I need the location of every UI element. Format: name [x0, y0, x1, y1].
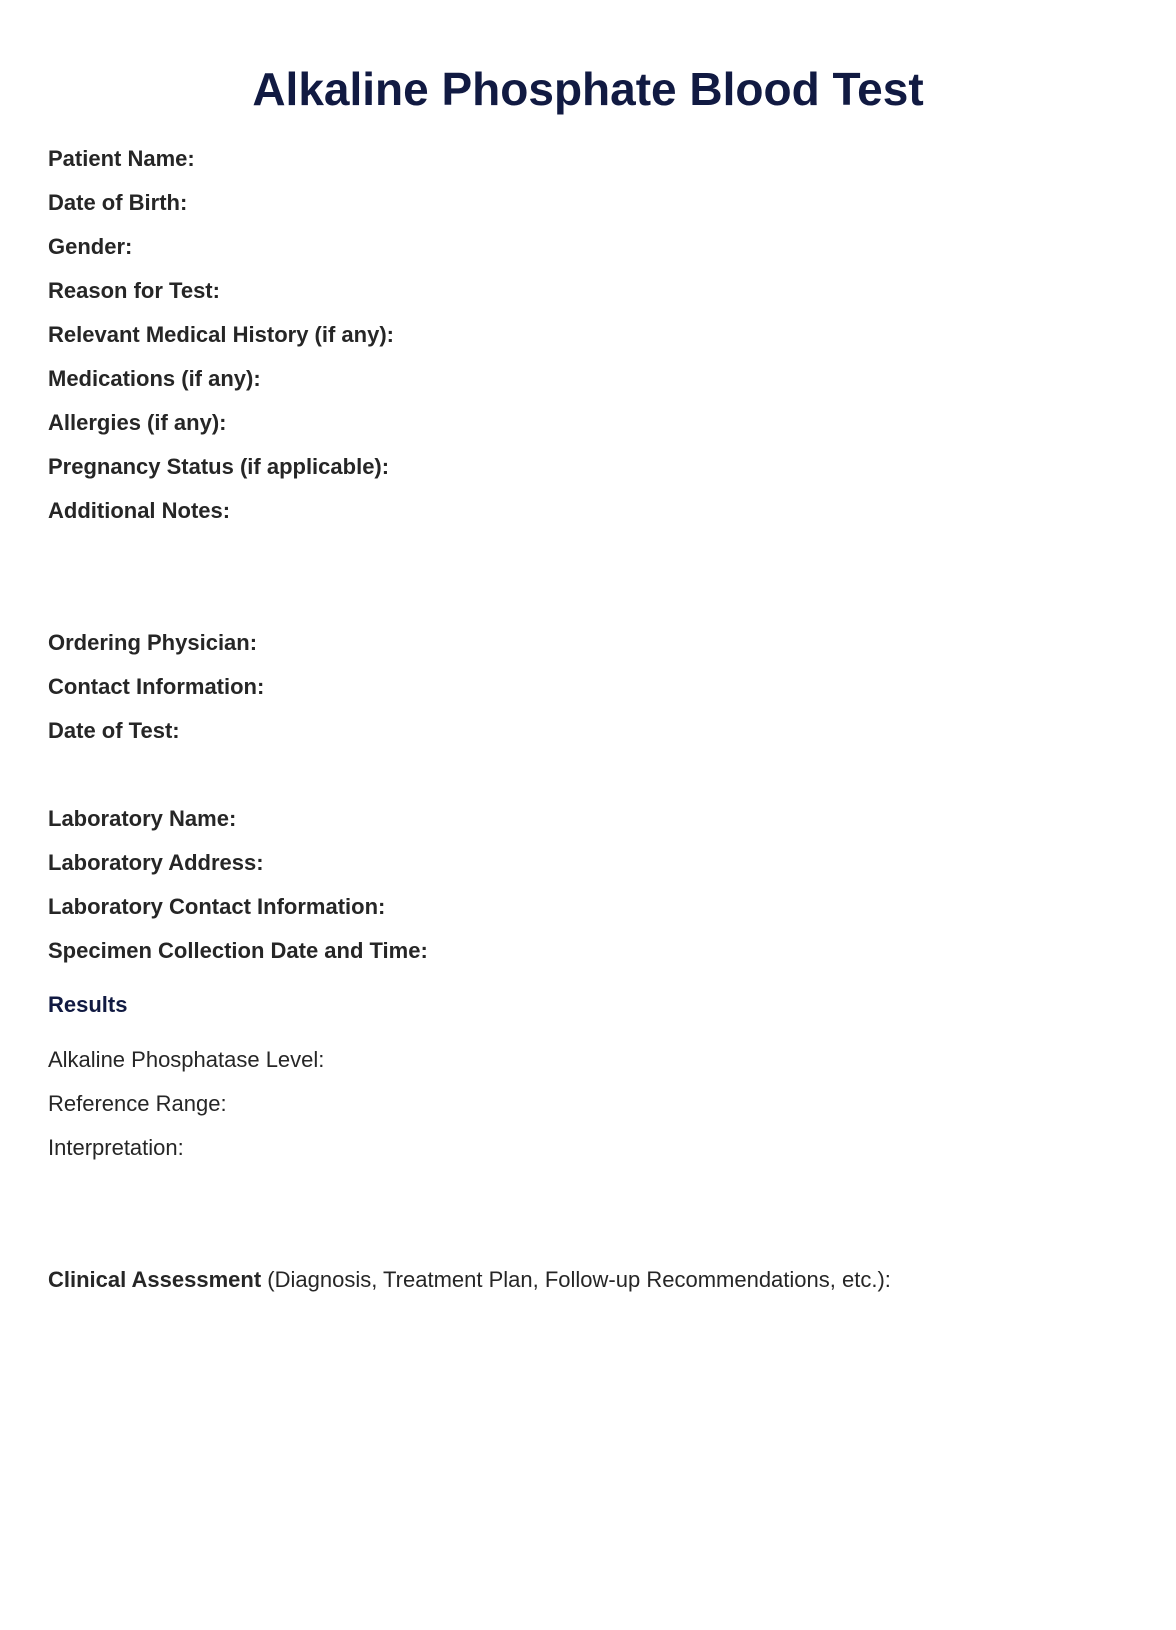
- date-of-birth-label: Date of Birth:: [48, 190, 188, 215]
- pregnancy-status-label: Pregnancy Status (if applicable):: [48, 454, 390, 479]
- reference-range-label: Reference Range:: [48, 1091, 227, 1116]
- specimen-collection-label: Specimen Collection Date and Time:: [48, 938, 428, 963]
- medications-label: Medications (if any):: [48, 366, 261, 391]
- medical-history-label: Relevant Medical History (if any):: [48, 322, 394, 347]
- reason-for-test-label: Reason for Test:: [48, 278, 220, 303]
- laboratory-address-label: Laboratory Address:: [48, 850, 264, 875]
- gender-label: Gender:: [48, 234, 133, 259]
- ordering-physician-label: Ordering Physician:: [48, 630, 258, 655]
- additional-notes-label: Additional Notes:: [48, 498, 231, 523]
- clinical-assessment-line: [48, 1266, 891, 1294]
- date-of-test-label: Date of Test:: [48, 718, 180, 743]
- alkaline-phosphatase-level-label: Alkaline Phosphatase Level:: [48, 1047, 325, 1072]
- laboratory-name-label: Laboratory Name:: [48, 806, 237, 831]
- results-heading: Results: [48, 992, 128, 1017]
- clinical-assessment-label: Clinical Assessment: [48, 1267, 262, 1292]
- contact-information-label: Contact Information:: [48, 674, 265, 699]
- clinical-assessment-detail: (Diagnosis, Treatment Plan, Follow-up Recommendations, etc.):: [261, 1267, 891, 1292]
- interpretation-label: Interpretation:: [48, 1135, 184, 1160]
- patient-name-label: Patient Name:: [48, 146, 195, 171]
- laboratory-contact-label: Laboratory Contact Information:: [48, 894, 386, 919]
- document-title: Alkaline Phosphate Blood Test: [252, 63, 924, 115]
- allergies-label: Allergies (if any):: [48, 410, 227, 435]
